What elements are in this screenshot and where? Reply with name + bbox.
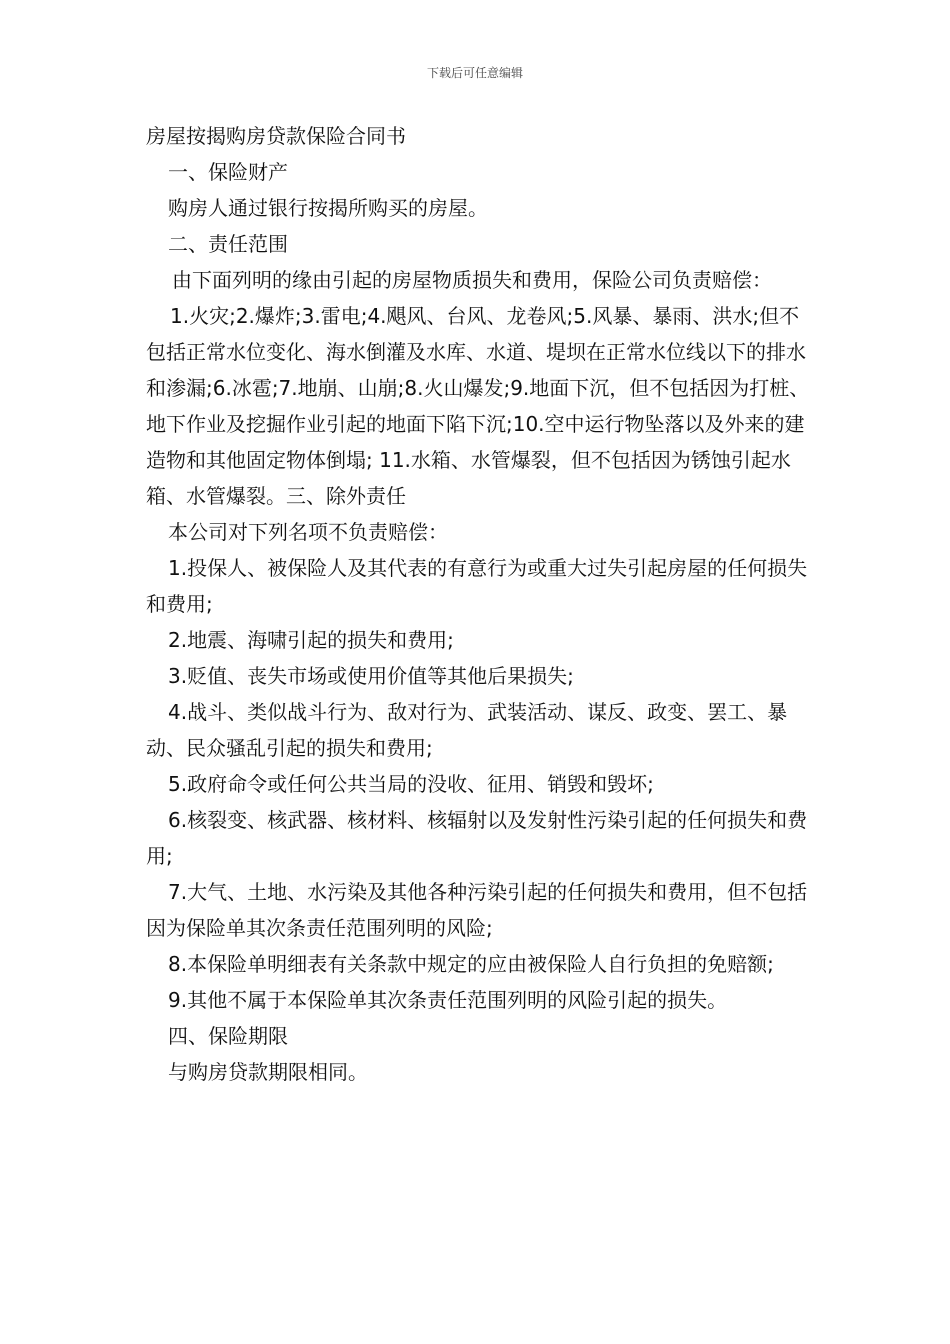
- list-item: 8.本保险单明细表有关条款中规定的应由被保险人自行负担的免赔额;: [168, 952, 774, 976]
- list-item: 9.其他不属于本保险单其次条责任范围列明的风险引起的损失。: [168, 988, 728, 1012]
- list-item: 5.政府命令或任何公共当局的没收、征用、销毁和毁坏;: [168, 772, 654, 796]
- list-item: 3.贬值、丧失市场或使用价值等其他后果损失;: [168, 664, 574, 688]
- paragraph: 1.火灾;2.爆炸;3.雷电;4.飓风、台风、龙卷风;5.风暴、暴雨、洪水;但不包括正常水位变化、海水倒灌及水库、水道、堤坝在正常水位线以下的排水和渗漏;6.冰雹;7.地崩、山崩;8.火山爆发;9.地面下沉，但不包括因为打桩、地下作业及挖掘作业引起的地面下陷下沉;10.空中运行物坠落以及外来的建造物和其他固定物体倒塌; 11.水箱、水管爆裂，但不包括因为锈蚀引起水箱、水管爆裂。三、除外责任: [146, 304, 810, 508]
- section-heading-4: 四、保险期限: [168, 1024, 288, 1048]
- document-body: [146, 118, 814, 1090]
- list-item: 6.核裂变、核武器、核材料、核辐射以及发射性污染引起的任何损失和费用;: [146, 808, 808, 868]
- header-note: 下载后可任意编辑: [426, 66, 523, 80]
- paragraph: 由下面列明的缘由引起的房屋物质损失和费用，保险公司负责赔偿：: [172, 268, 772, 292]
- list-item: 2.地震、海啸引起的损失和费用;: [168, 628, 454, 652]
- list-item: 4.战斗、类似战斗行为、敌对行为、武装活动、谋反、政变、罢工、暴动、民众骚乱引起的损失和费用;: [146, 700, 788, 760]
- section-heading-2: 二、责任范围: [168, 232, 288, 256]
- paragraph: 购房人通过银行按揭所购买的房屋。: [168, 196, 488, 220]
- paragraph: 本公司对下列名项不负责赔偿：: [168, 520, 448, 544]
- list-item: 7.大气、土地、水污染及其他各种污染引起的任何损失和费用，但不包括因为保险单其次条责任范围列明的风险;: [146, 880, 808, 940]
- document-title: 房屋按揭购房贷款保险合同书: [146, 124, 406, 148]
- section-heading-1: 一、保险财产: [168, 160, 288, 184]
- paragraph: 与购房贷款期限相同。: [168, 1060, 368, 1084]
- list-item: 1.投保人、被保险人及其代表的有意行为或重大过失引起房屋的任何损失和费用;: [146, 556, 808, 616]
